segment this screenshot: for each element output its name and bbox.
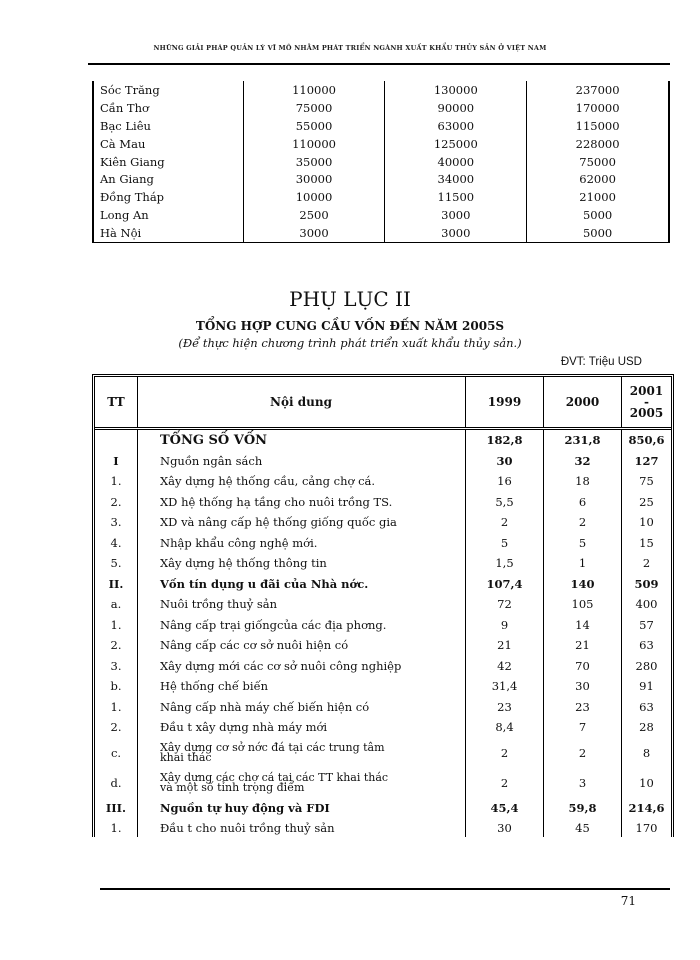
table-row (95, 738, 671, 768)
table-row (93, 206, 669, 224)
province-name: Sóc Trăng (93, 81, 243, 99)
table-row (95, 492, 671, 513)
table-row (93, 135, 669, 153)
row-content: Nguồn ngân sách (138, 451, 466, 472)
row-index: 2. (95, 635, 138, 656)
row-index (95, 429, 138, 451)
table-row (93, 153, 669, 171)
value-2001-2005: 75 (639, 474, 654, 489)
table-row (95, 635, 671, 656)
value-1999: 21 (466, 635, 544, 656)
province-name: Cần Thơ (93, 99, 243, 117)
value-2000: 231,8 (544, 429, 622, 451)
value-1999: 9 (466, 615, 544, 636)
table-row (95, 471, 671, 492)
value-2001-2005: 127 (634, 453, 659, 468)
page-number: 71 (620, 894, 636, 908)
value-2001-2005: 10 (639, 515, 654, 530)
table-row (95, 429, 671, 451)
row-content: XD và nâng cấp hệ thống giống quốc gia (138, 512, 466, 533)
row-content: Đầu t cho nuôi trồng thuỷ sản (138, 818, 466, 837)
value-2000: 59,8 (544, 798, 622, 819)
value-2000: 23 (544, 697, 622, 718)
value-1999: 182,8 (466, 429, 544, 451)
value-2000: 2 (544, 738, 622, 768)
row-index: II. (95, 574, 138, 595)
row-content: TỔNG SỐ VỐN (138, 429, 466, 451)
table-row (93, 117, 669, 135)
value-1999: 45,4 (466, 798, 544, 819)
table-row (95, 676, 671, 697)
value-cell: 110000 (243, 81, 385, 99)
value-1999: 31,4 (466, 676, 544, 697)
value-cell: 75000 (243, 99, 385, 117)
table-row (95, 768, 671, 798)
header-year-end: 2005 (629, 405, 664, 420)
row-content-line: Xây dựng các chợ cá tại các TT khai thác (160, 770, 389, 784)
capital-table-frame (92, 374, 674, 837)
row-content: Nguồn tự huy động và FDI (138, 798, 466, 819)
value-cell: 5000 (527, 206, 669, 224)
row-content: Xây dựng hệ thống cầu, cảng chợ cá. (138, 471, 466, 492)
row-index: 1. (95, 818, 138, 837)
province-name: Cà Mau (93, 135, 243, 153)
value-2001-2005: 509 (634, 576, 659, 591)
table-row (95, 451, 671, 472)
value-1999: 107,4 (466, 574, 544, 595)
table-row (93, 170, 669, 188)
province-name: Đồng Tháp (93, 188, 243, 206)
value-cell: 90000 (385, 99, 527, 117)
table-header-row (95, 377, 671, 429)
value-2001-2005: 170 (635, 821, 658, 836)
row-content: Nâng cấp các cơ sở nuôi hiện có (138, 635, 466, 656)
row-content: XD hệ thống hạ tầng cho nuôi trồng TS. (138, 492, 466, 513)
row-index: a. (95, 594, 138, 615)
row-content: Vốn tín dụng u đãi của Nhà nớc. (138, 574, 466, 595)
running-header: NHỮNG GIẢI PHÁP QUẢN LÝ VĨ MÔ NHẰM PHÁT TRIỂN NGÀNH XUẤT KHẨU THỦY SẢN Ở VIỆT NAM (153, 44, 547, 52)
row-index: 2. (95, 492, 138, 513)
value-2001-2005: 10 (639, 775, 654, 790)
table-row (93, 81, 669, 99)
table-row (95, 553, 671, 574)
header-2001-2005 (622, 377, 672, 429)
value-2001-2005: 400 (635, 597, 658, 612)
value-1999: 23 (466, 697, 544, 718)
row-index: 3. (95, 512, 138, 533)
row-index: 2. (95, 717, 138, 738)
value-1999: 30 (466, 451, 544, 472)
value-2000: 2 (544, 512, 622, 533)
value-2001-2005: 28 (639, 720, 654, 735)
value-cell: 55000 (243, 117, 385, 135)
value-1999: 2 (466, 738, 544, 768)
row-content: Nâng cấp trại giốngcủa các địa phơng. (138, 615, 466, 636)
appendix-subtitle: TỔNG HỢP CUNG CẦU VỐN ĐẾN NĂM 2005S (195, 319, 505, 333)
value-2001-2005: 850,6 (628, 433, 665, 448)
province-name: Long An (93, 206, 243, 224)
row-index: c. (95, 738, 138, 768)
value-1999: 16 (466, 471, 544, 492)
row-index: III. (95, 798, 138, 819)
appendix-title: PHỤ LỤC II (289, 287, 411, 311)
value-cell: 63000 (385, 117, 527, 135)
value-cell: 11500 (385, 188, 527, 206)
row-index: b. (95, 676, 138, 697)
value-2001-2005: 214,6 (628, 800, 665, 815)
value-2000: 45 (544, 818, 622, 837)
province-name: Bạc Liêu (93, 117, 243, 135)
row-content-line: khai thác (160, 750, 212, 764)
value-cell: 40000 (385, 153, 527, 171)
value-cell: 237000 (527, 81, 669, 99)
value-2001-2005: 57 (639, 617, 654, 632)
header-2000: 2000 (544, 377, 622, 429)
value-2001-2005: 2 (642, 556, 651, 571)
value-2001-2005: 280 (635, 658, 658, 673)
value-2000: 1 (544, 553, 622, 574)
value-1999: 5,5 (466, 492, 544, 513)
province-name: An Giang (93, 170, 243, 188)
header-1999: 1999 (466, 377, 544, 429)
value-2001-2005: 8 (642, 745, 651, 760)
value-cell: 3000 (385, 206, 527, 224)
row-index: 5. (95, 553, 138, 574)
value-2001-2005: 91 (639, 679, 654, 694)
row-content-line: Xây dựng cơ sở nớc đá tại các trung tâm (160, 740, 385, 754)
row-content: Đầu t xây dựng nhà máy mới (138, 717, 466, 738)
value-2000: 32 (544, 451, 622, 472)
value-cell: 115000 (527, 117, 669, 135)
row-content: Hệ thống chế biến (138, 676, 466, 697)
table-row (95, 697, 671, 718)
row-index: 1. (95, 615, 138, 636)
row-index: 1. (95, 697, 138, 718)
province-name: Kiên Giang (93, 153, 243, 171)
row-index: 3. (95, 656, 138, 677)
table-row (93, 99, 669, 117)
value-2000: 21 (544, 635, 622, 656)
value-cell: 3000 (243, 224, 385, 242)
province-table (92, 81, 670, 243)
row-content: Xây dựng mới các cơ sở nuôi công nghiệp (138, 656, 466, 677)
row-content (138, 768, 466, 798)
header-year-dash: - (644, 394, 649, 409)
value-cell: 35000 (243, 153, 385, 171)
header-rule (88, 63, 670, 65)
table-row (95, 717, 671, 738)
table-row (93, 224, 669, 242)
value-cell: 21000 (527, 188, 669, 206)
table-row (95, 533, 671, 554)
row-index: 4. (95, 533, 138, 554)
value-2000: 5 (544, 533, 622, 554)
value-2000: 70 (544, 656, 622, 677)
table-row (95, 615, 671, 636)
value-cell: 10000 (243, 188, 385, 206)
row-content: Nâng cấp nhà máy chế biến hiện có (138, 697, 466, 718)
value-2001-2005: 63 (639, 638, 654, 653)
table-row (95, 656, 671, 677)
province-name: Hà Nội (93, 224, 243, 242)
header-year-start: 2001 (629, 383, 664, 398)
value-2001-2005: 15 (639, 535, 654, 550)
appendix-note: (Để thực hiện chương trình phát triển xuất khẩu thủy sản.) (178, 336, 522, 350)
value-cell: 170000 (527, 99, 669, 117)
value-cell: 130000 (385, 81, 527, 99)
value-2001-2005: 63 (639, 699, 654, 714)
value-cell: 3000 (385, 224, 527, 242)
row-index: I (95, 451, 138, 472)
value-2000: 14 (544, 615, 622, 636)
value-cell: 5000 (527, 224, 669, 242)
table-row (95, 798, 671, 819)
value-2000: 105 (544, 594, 622, 615)
value-2000: 7 (544, 717, 622, 738)
value-1999: 42 (466, 656, 544, 677)
value-cell: 2500 (243, 206, 385, 224)
row-content: Nhập khẩu công nghệ mới. (138, 533, 466, 554)
row-index: d. (95, 768, 138, 798)
value-1999: 2 (466, 768, 544, 798)
table-row (95, 594, 671, 615)
value-cell: 62000 (527, 170, 669, 188)
value-cell: 75000 (527, 153, 669, 171)
header-tt: TT (95, 377, 138, 429)
row-content-line: và một số tỉnh trọng điểm (160, 780, 305, 794)
value-1999: 1,5 (466, 553, 544, 574)
footer-rule (100, 888, 670, 890)
value-2000: 30 (544, 676, 622, 697)
value-cell: 110000 (243, 135, 385, 153)
table-row (95, 818, 671, 837)
unit-label: ĐVT: Triệu USD (560, 356, 642, 368)
capital-table (95, 377, 671, 837)
value-2000: 18 (544, 471, 622, 492)
row-content: Nuôi trồng thuỷ sản (138, 594, 466, 615)
table-row (95, 574, 671, 595)
value-cell: 34000 (385, 170, 527, 188)
value-cell: 125000 (385, 135, 527, 153)
value-1999: 30 (466, 818, 544, 837)
row-index: 1. (95, 471, 138, 492)
value-1999: 8,4 (466, 717, 544, 738)
row-content (138, 738, 466, 768)
value-1999: 2 (466, 512, 544, 533)
table-row (95, 512, 671, 533)
value-2000: 140 (544, 574, 622, 595)
value-2000: 3 (544, 768, 622, 798)
row-content: Xây dựng hệ thống thông tin (138, 553, 466, 574)
value-2000: 6 (544, 492, 622, 513)
value-cell: 228000 (527, 135, 669, 153)
value-2001-2005: 25 (639, 494, 654, 509)
table-row (93, 188, 669, 206)
value-1999: 72 (466, 594, 544, 615)
value-cell: 30000 (243, 170, 385, 188)
value-1999: 5 (466, 533, 544, 554)
header-content: Nội dung (138, 377, 466, 429)
